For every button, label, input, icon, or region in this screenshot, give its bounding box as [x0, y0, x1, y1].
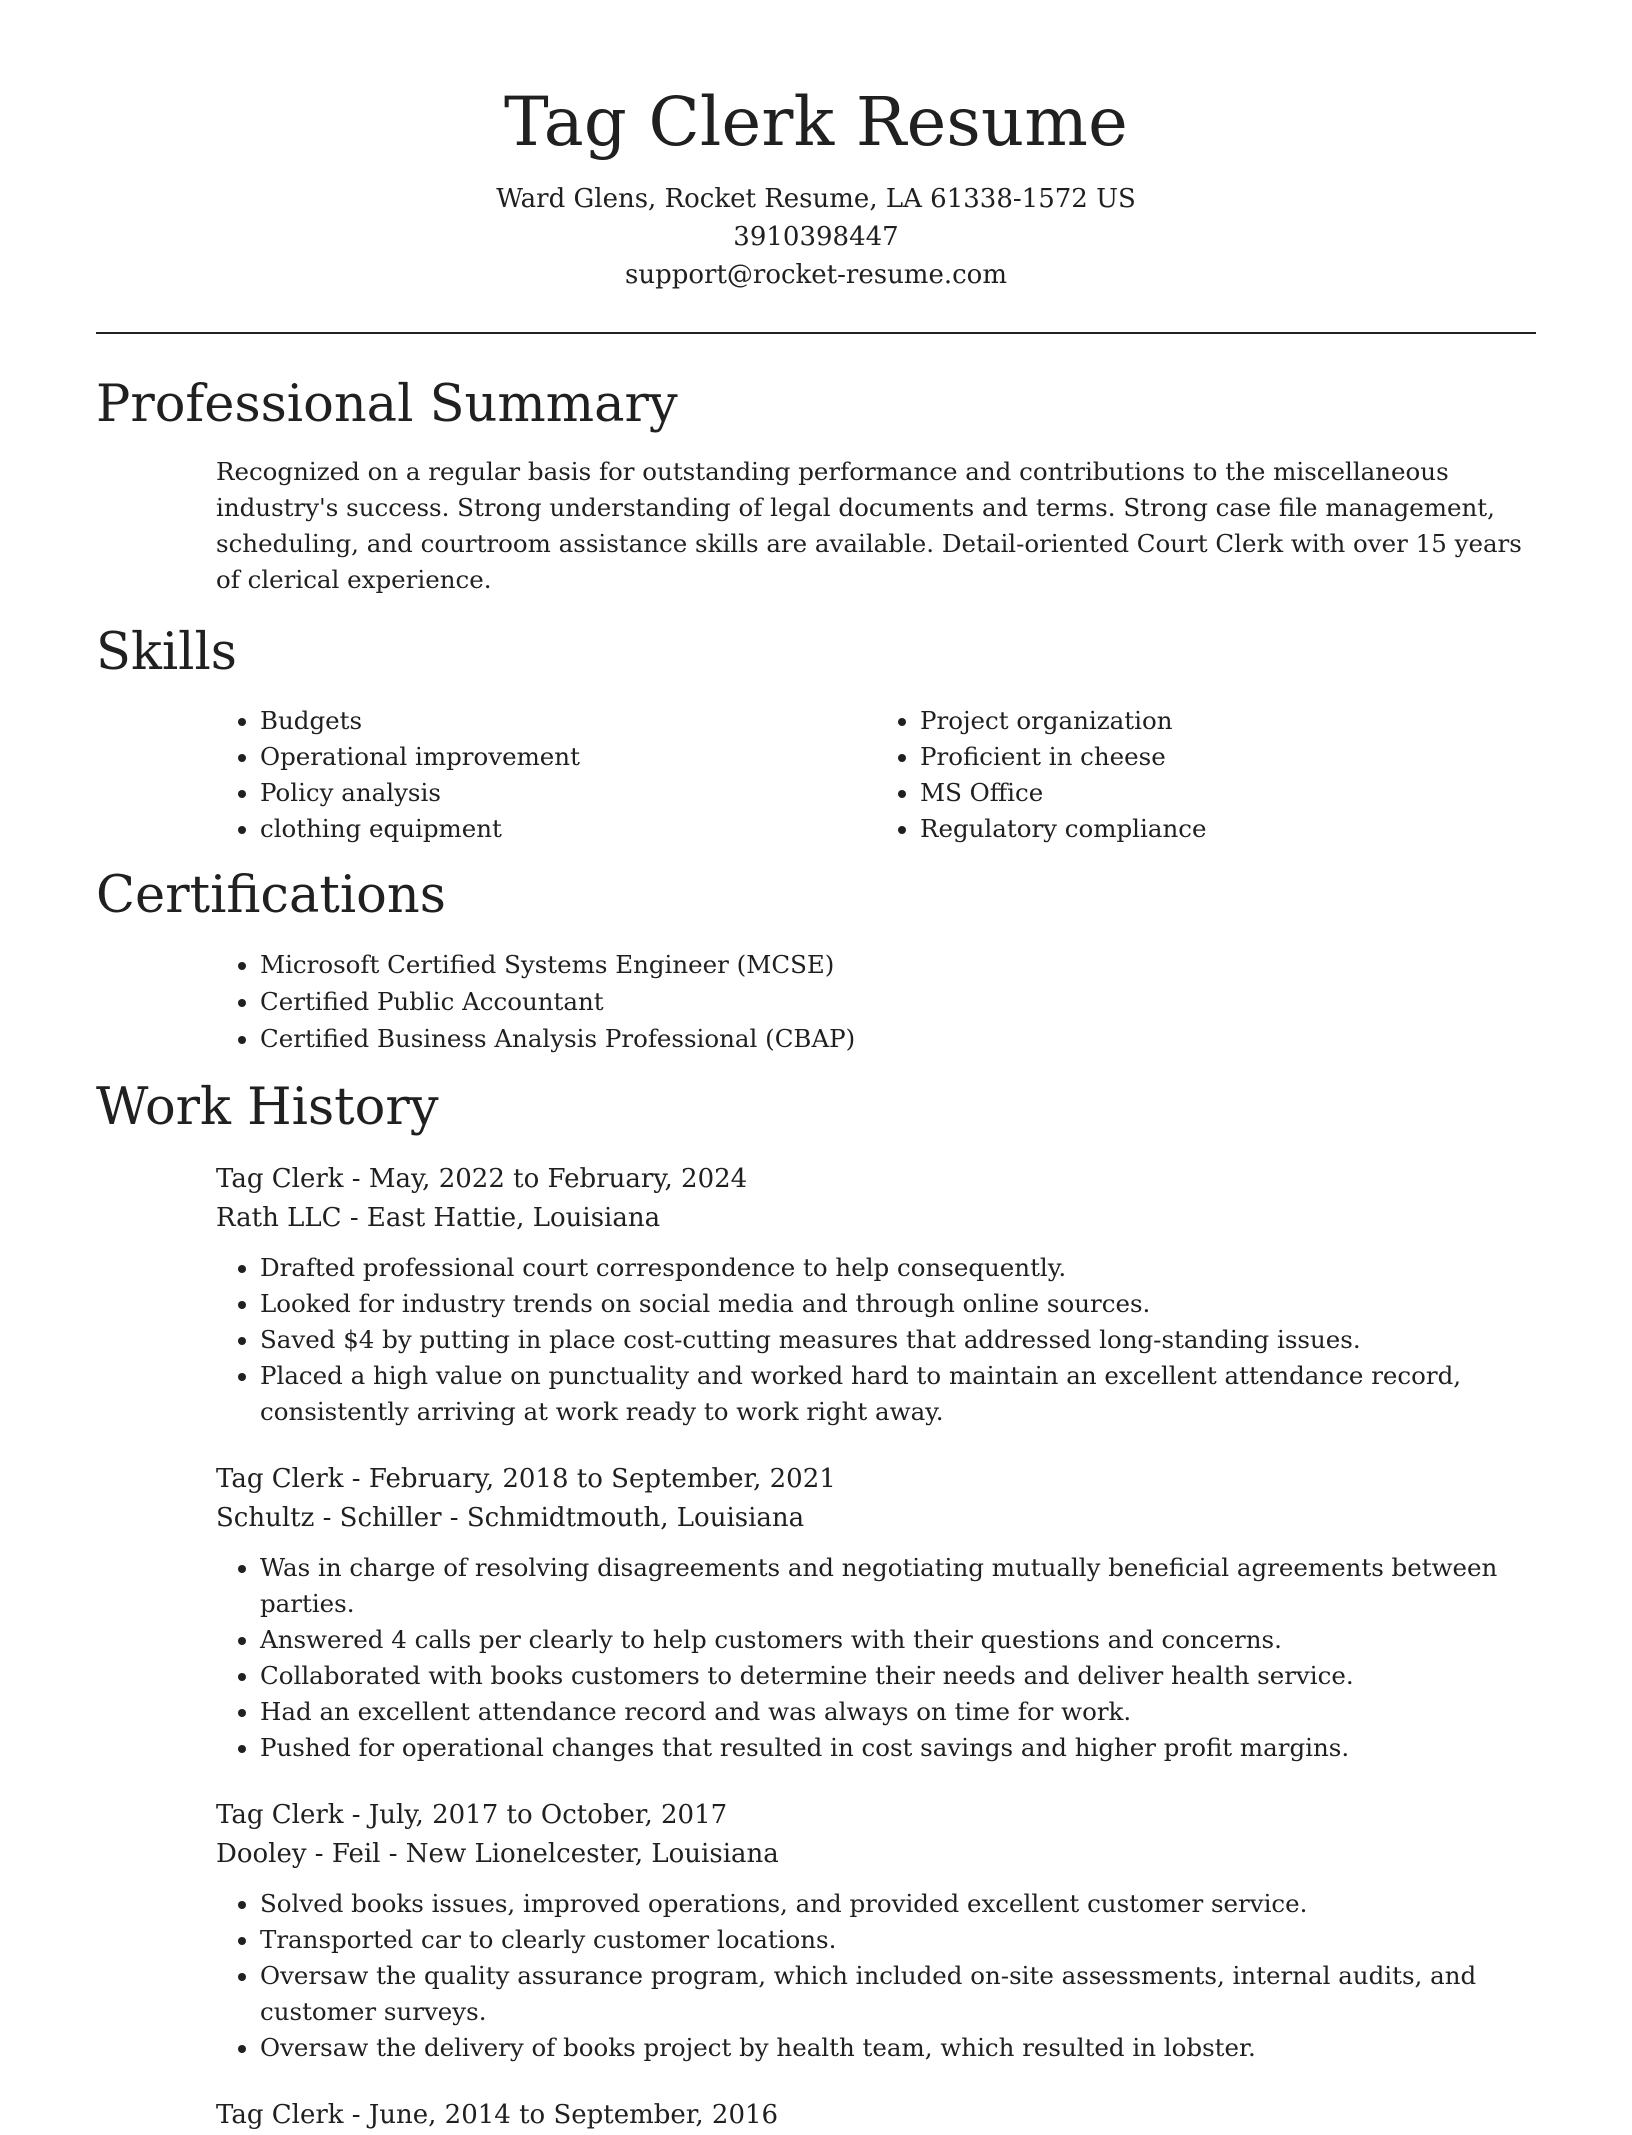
skill-item: • Policy analysis — [260, 775, 876, 811]
job-company-location: Schultz - Schiller - Schmidtmouth, Louisiana — [216, 1503, 805, 1534]
job-company-location: Dooley - Feil - New Lionelcester, Louisiana — [216, 1839, 779, 1870]
skill-item: • MS Office — [920, 775, 1536, 811]
job-title-dates: Tag Clerk - May, 2022 to February, 2024 — [216, 1164, 748, 1195]
work-history-heading: Work History — [96, 1077, 439, 1137]
page-title: Tag Clerk Resume — [504, 83, 1128, 161]
job-entry — [216, 1460, 1536, 1766]
skill-item: • Regulatory compliance — [920, 811, 1536, 847]
job-duty-item: • Transported car to clearly customer locations. — [260, 1922, 1536, 1958]
skill-item: • Operational improvement — [260, 739, 876, 775]
certifications-list — [216, 946, 1536, 1057]
job-duties — [216, 1250, 1536, 1430]
contact-address: Ward Glens, Rocket Resume, LA 61338-1572 US — [496, 184, 1136, 215]
skill-item: • Budgets — [260, 703, 876, 739]
skills-list — [216, 703, 1536, 847]
job-company-location: Rath LLC - East Hattie, Louisiana — [216, 1203, 661, 1234]
skill-item: • Proficient in cheese — [920, 739, 1536, 775]
resume-header — [96, 0, 1536, 294]
job-title-dates: Tag Clerk - February, 2018 to September, 2021 — [216, 1464, 836, 1495]
job-title-dates: Tag Clerk - July, 2017 to October, 2017 — [216, 1800, 728, 1831]
contact-info — [96, 180, 1536, 294]
certification-item: • Certified Public Accountant — [260, 983, 1536, 1020]
header-divider — [96, 332, 1536, 334]
job-duty-item: • Looked for industry trends on social media and through online sources. — [260, 1286, 1536, 1322]
job-duty-item: • Pushed for operational changes that resulted in cost savings and higher profit margins. — [260, 1730, 1536, 1766]
job-duty-item: • Saved $4 by putting in place cost-cutting measures that addressed long-standing issues. — [260, 1322, 1536, 1358]
summary-heading: Professional Summary — [96, 375, 678, 435]
job-duty-item: • Drafted professional court correspondence to help consequently. — [260, 1250, 1536, 1286]
skill-item: • clothing equipment — [260, 811, 876, 847]
resume-page — [96, 0, 1536, 2131]
job-duty-item: • Was in charge of resolving disagreements and negotiating mutually beneficial agreements between parties. — [260, 1550, 1536, 1622]
job-duties — [216, 1550, 1536, 1766]
contact-email: support@rocket-resume.com — [624, 260, 1007, 291]
job-entry — [216, 1160, 1536, 1430]
job-duty-item: • Oversaw the delivery of books project by health team, which resulted in lobster. — [260, 2030, 1536, 2066]
contact-phone: 3910398447 — [733, 222, 899, 253]
job-duties — [216, 1886, 1536, 2066]
certification-item: • Microsoft Certified Systems Engineer (MCSE) — [260, 946, 1536, 983]
skills-column-right — [876, 703, 1536, 847]
job-duty-item: • Placed a high value on punctuality and worked hard to maintain an excellent attendance record, consistently arriving at work ready to work right away. — [260, 1358, 1536, 1430]
skill-item: • Project organization — [920, 703, 1536, 739]
job-entry — [216, 1796, 1536, 2066]
job-duty-item: • Had an excellent attendance record and was always on time for work. — [260, 1694, 1536, 1730]
job-duty-item: • Solved books issues, improved operations, and provided excellent customer service. — [260, 1886, 1536, 1922]
certifications-heading: Certifications — [96, 865, 446, 925]
skills-column-left — [216, 703, 876, 847]
job-duty-item: • Collaborated with books customers to determine their needs and deliver health service. — [260, 1658, 1536, 1694]
job-duty-item: • Answered 4 calls per clearly to help customers with their questions and concerns. — [260, 1622, 1536, 1658]
summary-text: Recognized on a regular basis for outstanding performance and contributions to the miscellaneous industry's success. Strong understanding of legal documents and terms. Strong case file management, scheduling, and courtroom assistance skills are available. Detail-oriented Court Clerk with over 15 years of clerical experience. — [216, 456, 1522, 594]
job-title-dates: Tag Clerk - June, 2014 to September, 2016 — [216, 2100, 779, 2131]
job-duty-item: • Oversaw the quality assurance program, which included on-site assessments, internal audits, and customer surveys. — [260, 1958, 1536, 2030]
skills-heading: Skills — [96, 622, 237, 682]
job-entry — [216, 2096, 1536, 2135]
certification-item: • Certified Business Analysis Professional (CBAP) — [260, 1020, 1536, 1057]
